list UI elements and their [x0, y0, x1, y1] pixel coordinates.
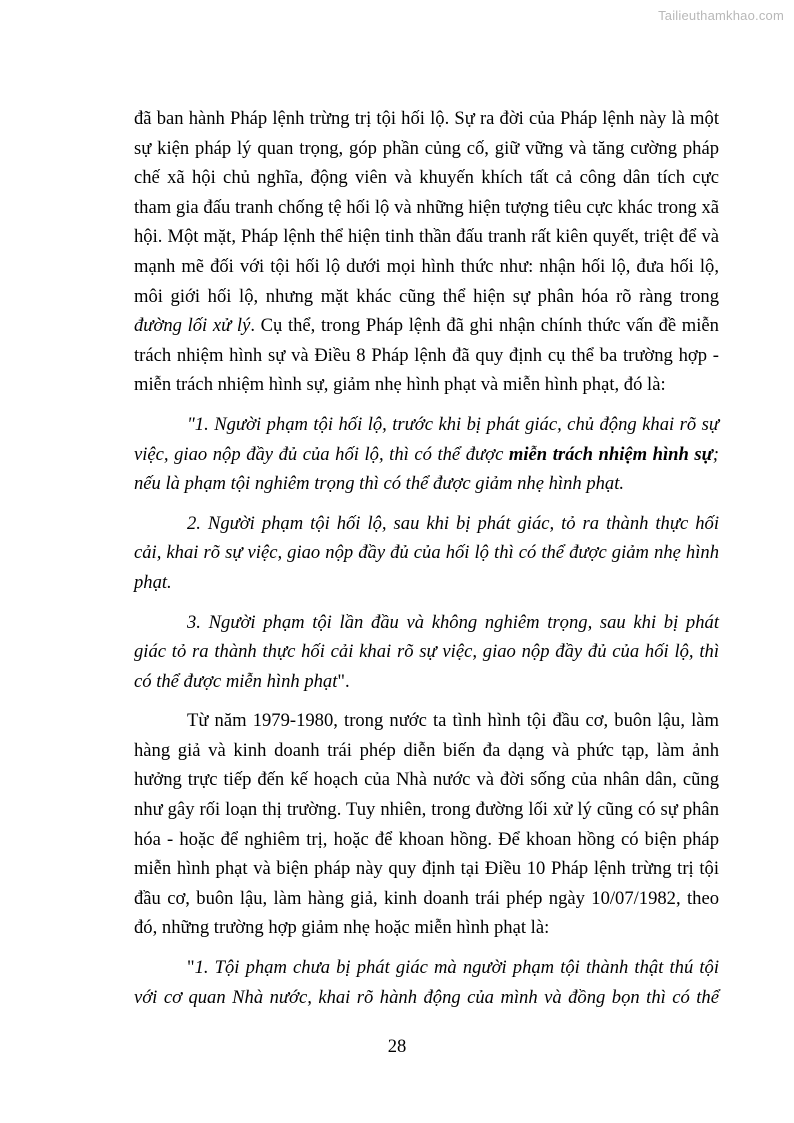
page-body [134, 104, 719, 1012]
text-line: đã ban hành Pháp lệnh trừng trị tội hối lộ. Sự ra đời của Pháp lệnh này là một [134, 108, 719, 129]
text-line: hàng giả và kinh doanh trái phép diễn biến đa dạng và phức tạp, làm ảnh [134, 739, 719, 761]
text-line: nếu là phạm tội nghiêm trọng thì có thể được giảm nhẹ hình phạt. [134, 473, 625, 495]
text-line [134, 440, 719, 470]
text-line: trách nhiệm hình sự và Điều 8 Pháp lệnh đã quy định cụ thể ba trường hợp - [134, 344, 719, 366]
text-fragment: ; [712, 443, 719, 465]
text-line: môi giới hối lộ, nhưng mặt khác cũng thể hiện sự phân hóa rõ ràng trong [134, 285, 719, 307]
text-line: Từ năm 1979-1980, trong nước ta tình hình tội đầu cơ, buôn lậu, làm [187, 710, 719, 732]
text-line: hội. Một mặt, Pháp lệnh thể hiện tinh thần đấu tranh rất kiên quyết, triệt để và [134, 226, 719, 248]
text-line: đầu cơ, buôn lậu, làm hàng giả, kinh doanh trái phép ngày 10/07/1982, theo [134, 887, 719, 909]
page-number: 28 [387, 1036, 407, 1057]
text-line: mạnh mẽ đối với tội hối lộ dưới mọi hình thức như: nhận hối lộ, đưa hối lộ, [134, 255, 719, 277]
text-line: cải, khai rõ sự việc, giao nộp đầy đủ của hối lộ thì có thể được giảm nhẹ hình [134, 542, 719, 564]
text-fragment: . Cụ thể, trong Pháp lệnh đã ghi nhận chính thức vấn đề miễn [250, 315, 719, 337]
text-line: chế xã hội chủ nghĩa, động viên và khuyến khích tất cả công dân tích cực [134, 167, 719, 189]
text-line: giác tỏ ra thành thực hối cải khai rõ sự việc, giao nộp đầy đủ của hối lộ, thì [134, 641, 719, 663]
text-line: "1. Người phạm tội hối lộ, trước khi bị phát giác, chủ động khai rõ sự [187, 413, 719, 435]
text-fragment: " [187, 957, 195, 979]
italic-phrase: đường lối xử lý [134, 315, 251, 337]
text-line: với cơ quan Nhà nước, khai rõ hành động của mình và đồng bọn thì có thể [134, 986, 719, 1008]
italic-phrase: 1. Tội phạm chưa bị phát giác mà người phạm tội thành thật thú tội [194, 957, 719, 979]
quote-article-2 [134, 509, 719, 598]
text-line: như gây rối loạn thị trường. Tuy nhiên, trong đường lối xử lý cũng có sự phân [134, 799, 719, 821]
paragraph-intro [134, 104, 719, 400]
quote-article-4 [134, 953, 719, 1012]
text-line: phạt. [134, 571, 172, 593]
text-line: 2. Người phạm tội hối lộ, sau khi bị phát giác, tỏ ra thành thực hối [187, 512, 719, 534]
text-line: sự kiện pháp lý quan trọng, góp phần củng cố, giữ vững và tăng cường pháp [134, 137, 719, 159]
text-fragment: việc, giao nộp đầy đủ của hối lộ, thì có thể được [134, 443, 509, 465]
text-line: miễn trách nhiệm hình sự, giảm nhẹ hình phạt và miễn hình phạt, đó là: [134, 374, 666, 396]
quote-article-3 [134, 608, 719, 697]
paragraph-history [134, 706, 719, 943]
text-line [134, 953, 719, 983]
text-line: hóa - hoặc để nghiêm trị, hoặc để khoan hồng. Để khoan hồng có biện pháp [134, 828, 719, 850]
text-line: hưởng trực tiếp đến kế hoạch của Nhà nước và đời sống của nhân dân, cũng [134, 769, 719, 791]
text-fragment: ". [337, 670, 350, 692]
text-line [134, 311, 719, 341]
quote-article-1 [134, 410, 719, 499]
text-line: đó, những trường hợp giảm nhẹ hoặc miễn hình phạt là: [134, 917, 550, 939]
watermark: Tailieuthamkhao.com [658, 8, 784, 23]
text-line: tham gia đấu tranh chống tệ hối lộ và những hiện tượng tiêu cực khác trong xã [134, 196, 719, 218]
text-line: miễn hình phạt và biện pháp này quy định tại Điều 10 Pháp lệnh trừng trị tội [134, 858, 719, 880]
italic-phrase: có thể được miễn hình phạt [134, 670, 338, 692]
text-line [134, 667, 719, 697]
text-line: 3. Người phạm tội lần đầu và không nghiêm trọng, sau khi bị phát [187, 611, 719, 633]
bold-phrase: miễn trách nhiệm hình sự [508, 443, 713, 465]
